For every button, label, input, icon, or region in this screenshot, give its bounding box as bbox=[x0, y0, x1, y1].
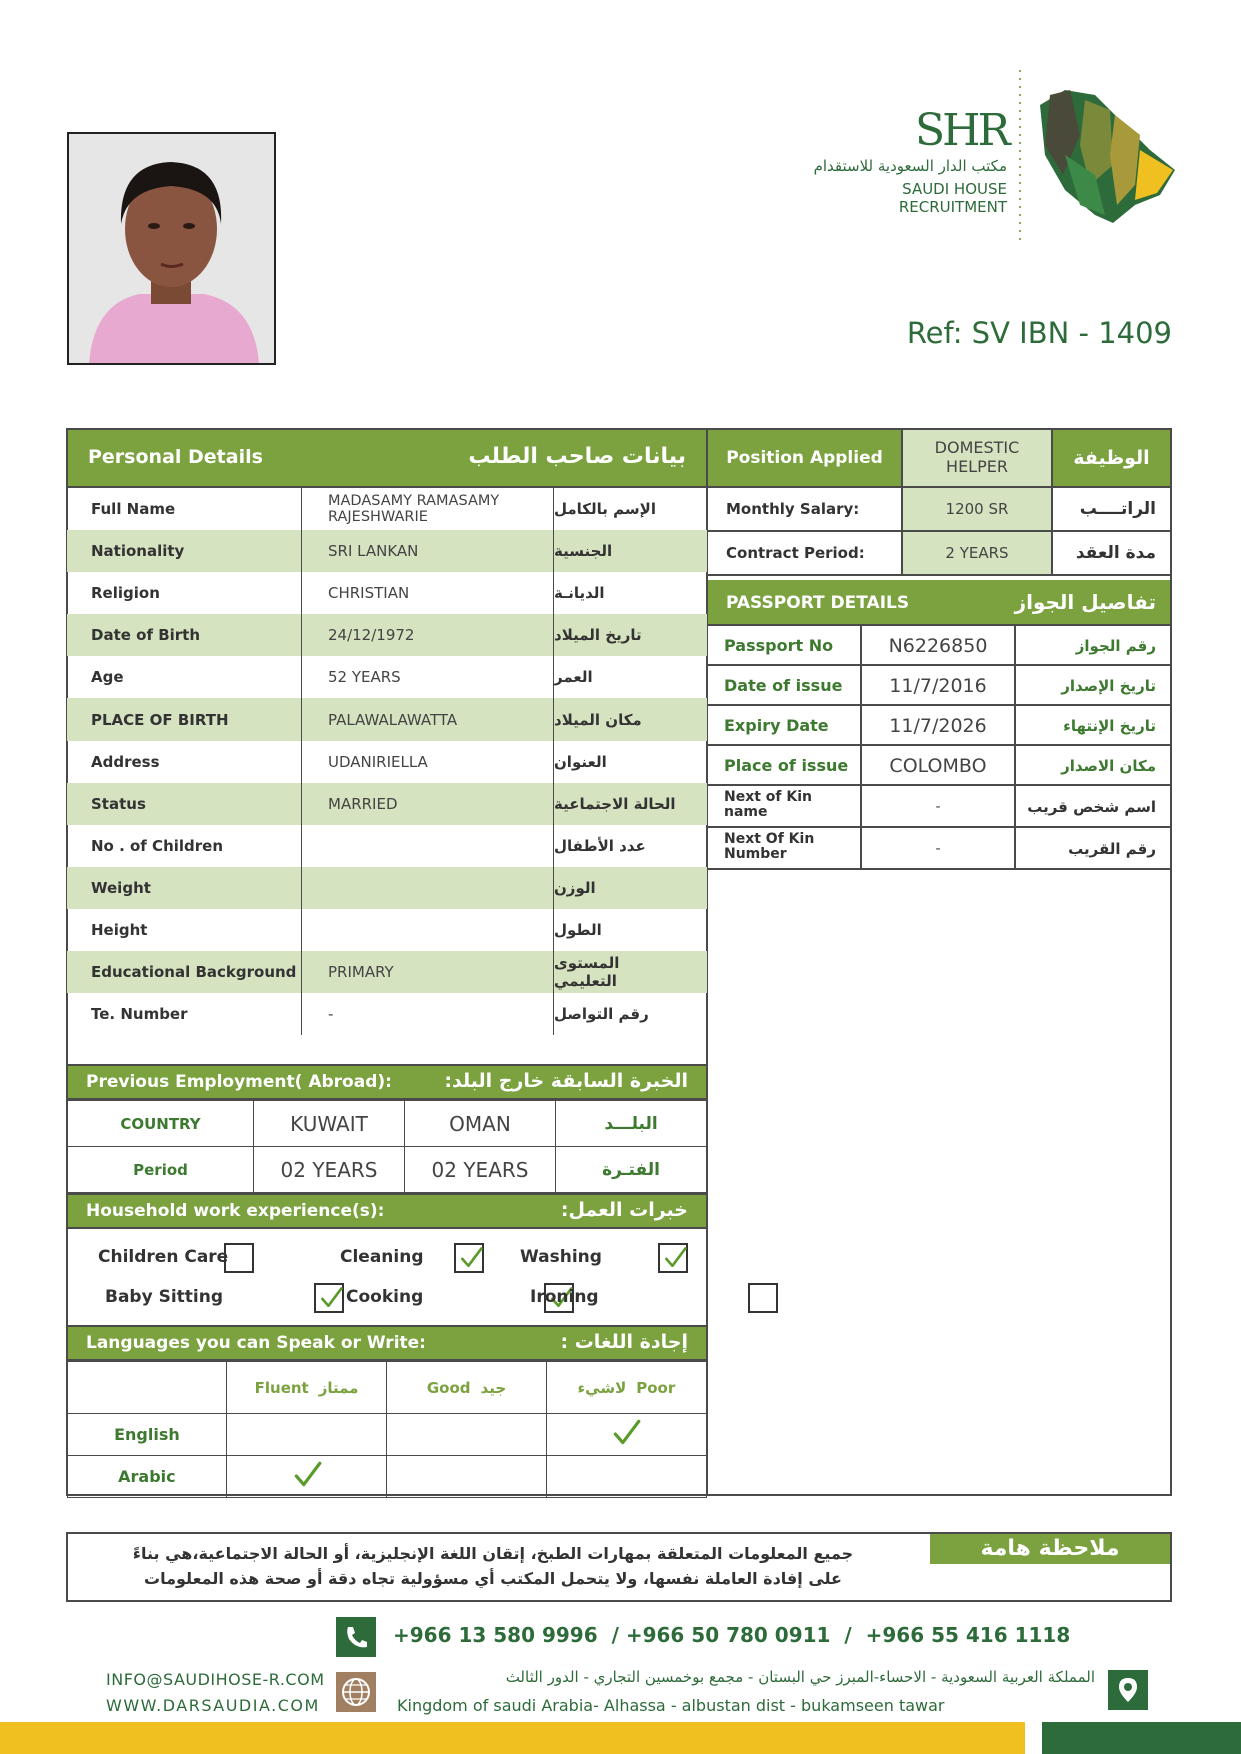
personal-row bbox=[67, 698, 707, 740]
contract-arabic-cell bbox=[1053, 532, 1170, 576]
language-level-cell bbox=[546, 1456, 706, 1498]
personal-field-label: Full Name bbox=[67, 488, 302, 530]
personal-row bbox=[67, 614, 707, 656]
personal-field-arabic: المستوى التعليمي bbox=[554, 951, 708, 993]
languages-table bbox=[67, 1361, 707, 1498]
contract-value-cell bbox=[903, 532, 1053, 576]
household-checkbox[interactable] bbox=[224, 1243, 254, 1273]
personal-row bbox=[67, 741, 707, 783]
personal-field-value: MADASAMY RAMASAMY RAJESHWARIE bbox=[302, 488, 554, 530]
personal-field-label: Te. Number bbox=[67, 993, 302, 1035]
personal-field-arabic: العنوان bbox=[554, 752, 607, 771]
language-level-header bbox=[546, 1362, 706, 1414]
globe-icon bbox=[336, 1672, 376, 1712]
phone-icon bbox=[336, 1617, 376, 1657]
languages-header bbox=[68, 1325, 706, 1361]
personal-row bbox=[67, 867, 707, 909]
personal-field-arabic: الجنسية bbox=[554, 530, 708, 572]
contract-arabic: مدة العقد bbox=[1075, 543, 1156, 563]
country-arabic: البلـــد bbox=[556, 1101, 707, 1147]
personal-field-arabic: تاريخ الميلاد bbox=[554, 614, 708, 656]
notice-line-1: جميع المعلومات المتعلقة بمهارات الطبخ، إتقان اللغة الإنجليزية، أو الحالة الاجتماعية،هي بناءً bbox=[132, 1544, 854, 1563]
contract-label: Contract Period: bbox=[726, 544, 865, 562]
household-header bbox=[68, 1193, 706, 1229]
personal-row bbox=[67, 909, 707, 951]
level-label-english: Good bbox=[426, 1378, 471, 1397]
personal-field-label: Educational Background bbox=[67, 951, 302, 993]
footer-yellow-bar bbox=[0, 1722, 1025, 1754]
personal-field-arabic: الإسم بالكامل bbox=[554, 500, 656, 519]
period-label: Period bbox=[68, 1147, 254, 1193]
period-1: 02 YEARS bbox=[254, 1147, 405, 1193]
passport-field-label: Place of issue bbox=[708, 746, 862, 786]
kin-name-label: Next of Kin name bbox=[708, 786, 862, 828]
salary-value-cell bbox=[903, 488, 1053, 532]
personal-field-value: PALAWALAWATTA bbox=[302, 698, 554, 740]
logo-english-name: SAUDI HOUSE RECRUITMENT bbox=[898, 180, 1007, 216]
language-level-cell bbox=[387, 1414, 546, 1456]
passport-field-arabic: تاريخ الإصدار bbox=[1061, 677, 1156, 695]
personal-field-value bbox=[302, 909, 554, 951]
level-label-arabic: ممتاز bbox=[318, 1378, 359, 1397]
household-title: Household work experience(s): bbox=[86, 1201, 385, 1221]
position-arabic: الوظيفة bbox=[1073, 447, 1150, 469]
email-text: INFO@SAUDIHOSE-R.COM bbox=[106, 1670, 325, 1689]
personal-field-label: No . of Children bbox=[67, 825, 302, 867]
household-item-label: Cooking bbox=[346, 1287, 424, 1307]
kin-number-value: - bbox=[862, 828, 1016, 870]
household-title-arabic: خبرات العمل: bbox=[560, 1199, 688, 1221]
passport-field-label: Expiry Date bbox=[708, 706, 862, 746]
language-level-header bbox=[387, 1362, 546, 1414]
salary-label-cell bbox=[708, 488, 903, 532]
languages-title: Languages you can Speak or Write: bbox=[86, 1333, 426, 1353]
notice-line-2: على إفادة العاملة نفسها، ولا يتحمل المكتب أي مسؤولية تجاه دقة أو صحة هذه المعلومات bbox=[144, 1569, 842, 1588]
household-item-label: Cleaning bbox=[340, 1247, 424, 1267]
personal-row bbox=[67, 993, 707, 1035]
household-item-label: Children Care bbox=[98, 1247, 229, 1267]
personal-field-label: Religion bbox=[67, 572, 302, 614]
language-level-cell bbox=[226, 1414, 387, 1456]
personal-field-value bbox=[302, 825, 554, 867]
kin-number-label: Next Of Kin Number bbox=[708, 828, 862, 870]
languages-title-arabic: إجادة اللغات : bbox=[560, 1331, 688, 1353]
personal-field-value: - bbox=[302, 993, 554, 1035]
personal-row bbox=[67, 951, 707, 993]
household-item-label: Washing bbox=[520, 1247, 602, 1267]
phone-numbers: +966 13 580 9996 / +966 50 780 0911 / +966 55 416 1118 bbox=[393, 1623, 1071, 1647]
level-label-english: Fluent bbox=[254, 1378, 309, 1397]
salary-value: 1200 SR bbox=[945, 500, 1009, 518]
household-checkbox[interactable] bbox=[314, 1283, 344, 1313]
passport-row bbox=[708, 666, 1170, 706]
period-arabic: الفتـرة bbox=[556, 1147, 707, 1193]
personal-field-label: Weight bbox=[67, 867, 302, 909]
website-text: WWW.DARSAUDIA.COM bbox=[106, 1696, 320, 1715]
personal-field-label: Date of Birth bbox=[67, 614, 302, 656]
location-pin-icon bbox=[1108, 1670, 1148, 1710]
personal-field-label: PLACE OF BIRTH bbox=[67, 698, 302, 740]
language-name: English bbox=[68, 1414, 227, 1456]
personal-details-title-arabic: بيانات صاحب الطلب bbox=[468, 444, 686, 469]
passport-field-value: 11/7/2016 bbox=[862, 666, 1016, 706]
passport-row bbox=[708, 706, 1170, 746]
language-name: Arabic bbox=[68, 1456, 227, 1498]
personal-field-value bbox=[302, 867, 554, 909]
personal-field-label: Age bbox=[67, 656, 302, 698]
personal-details-table bbox=[67, 488, 707, 1035]
language-level-cell bbox=[226, 1456, 387, 1498]
passport-field-value: COLOMBO bbox=[862, 746, 1016, 786]
passport-field-value: 11/7/2026 bbox=[862, 706, 1016, 746]
household-item-label: Ironing bbox=[530, 1287, 599, 1307]
footer-green-bar bbox=[1042, 1722, 1241, 1754]
personal-row bbox=[67, 530, 707, 572]
position-arabic-cell bbox=[1053, 430, 1170, 488]
kin-name-value: - bbox=[862, 786, 1016, 828]
logo-letters: SHR bbox=[915, 105, 1008, 156]
country-2: OMAN bbox=[405, 1101, 556, 1147]
employment-table bbox=[67, 1100, 707, 1193]
personal-field-arabic: مكان الميلاد bbox=[554, 698, 708, 740]
personal-field-value: 52 YEARS bbox=[302, 656, 554, 698]
contract-label-cell bbox=[708, 532, 903, 576]
personal-field-value: MARRIED bbox=[302, 783, 554, 825]
personal-row bbox=[67, 488, 707, 530]
personal-details-title: Personal Details bbox=[88, 446, 263, 468]
personal-field-label: Address bbox=[67, 741, 302, 783]
passport-field-label: Date of issue bbox=[708, 666, 862, 706]
language-level-header bbox=[226, 1362, 387, 1414]
personal-field-label: Status bbox=[67, 783, 302, 825]
passport-row bbox=[708, 786, 1170, 828]
salary-label: Monthly Salary: bbox=[726, 500, 860, 518]
reference-number: Ref: SV IBN - 1409 bbox=[906, 316, 1172, 350]
personal-details-header bbox=[68, 430, 706, 488]
language-row bbox=[68, 1414, 707, 1456]
passport-field-label: Passport No bbox=[708, 626, 862, 666]
logo-arabic-name: مكتب الدار السعودية للاستقدام bbox=[813, 157, 1007, 175]
household-checkbox[interactable] bbox=[748, 1283, 778, 1313]
passport-field-arabic: تاريخ الإنتهاء bbox=[1063, 717, 1156, 735]
personal-field-arabic: الوزن bbox=[554, 867, 708, 909]
notice-title: ملاحظة هامة bbox=[930, 1534, 1170, 1564]
language-level-cell bbox=[546, 1414, 706, 1456]
position-value: DOMESTIC HELPER bbox=[934, 438, 1020, 476]
personal-field-value: 24/12/1972 bbox=[302, 614, 554, 656]
period-2: 02 YEARS bbox=[405, 1147, 556, 1193]
language-level-cell bbox=[387, 1456, 546, 1498]
household-checkbox[interactable] bbox=[658, 1243, 688, 1273]
personal-field-arabic: العمر bbox=[554, 668, 593, 687]
passport-row bbox=[708, 626, 1170, 666]
contract-value: 2 YEARS bbox=[945, 544, 1009, 562]
salary-arabic: الراتــــب bbox=[1079, 499, 1156, 519]
personal-field-arabic: الديانـة bbox=[554, 584, 605, 603]
personal-field-label: Height bbox=[67, 909, 302, 951]
address-arabic: المملكة العربية السعودية - الاحساء-المبرز حي البستان - مجمع بوخمسين التجاري - الدور الثالث bbox=[505, 1668, 1095, 1686]
employment-title-arabic: الخبرة السابقة خارج البلد: bbox=[444, 1070, 688, 1092]
personal-field-value: UDANIRIELLA bbox=[302, 741, 554, 783]
position-label-cell bbox=[708, 430, 903, 488]
personal-row bbox=[67, 825, 707, 867]
address-english: Kingdom of saudi Arabia- Alhassa - albustan dist - bukamseen tawar bbox=[397, 1696, 945, 1715]
personal-field-arabic: عدد الأطفال bbox=[554, 836, 646, 855]
personal-field-value: PRIMARY bbox=[302, 951, 554, 993]
passport-details-title: PASSPORT DETAILS bbox=[726, 593, 910, 613]
personal-field-arabic: الحالة الاجتماعية bbox=[554, 783, 708, 825]
passport-details-header bbox=[708, 580, 1170, 626]
passport-details-title-arabic: تفاصيل الجواز bbox=[1014, 590, 1156, 614]
kin-number-arabic: رقم القريب bbox=[1068, 840, 1156, 858]
household-item-label: Baby Sitting bbox=[105, 1287, 224, 1307]
employment-title: Previous Employment( Abroad): bbox=[86, 1072, 392, 1092]
salary-arabic-cell bbox=[1053, 488, 1170, 532]
level-label-english: Poor bbox=[636, 1378, 676, 1397]
passport-field-value: N6226850 bbox=[862, 626, 1016, 666]
passport-row bbox=[708, 746, 1170, 786]
personal-row bbox=[67, 572, 707, 614]
passport-field-arabic: مكان الاصدار bbox=[1061, 757, 1156, 775]
level-label-arabic: جيد bbox=[480, 1378, 507, 1397]
position-block bbox=[708, 430, 1170, 580]
language-header-blank bbox=[68, 1362, 227, 1414]
position-value-cell bbox=[903, 430, 1053, 488]
household-checkboxes bbox=[68, 1229, 706, 1325]
language-row bbox=[68, 1456, 707, 1498]
personal-field-arabic: الطول bbox=[554, 920, 602, 939]
passport-field-arabic: رقم الجواز bbox=[1075, 637, 1156, 655]
personal-field-arabic: رقم التواصل bbox=[554, 1005, 649, 1024]
personal-row bbox=[67, 783, 707, 825]
level-label-arabic: لاشيء bbox=[577, 1378, 627, 1397]
applicant-photo bbox=[67, 132, 276, 365]
employment-header bbox=[68, 1064, 706, 1100]
notice-box bbox=[66, 1532, 1172, 1602]
personal-field-value: CHRISTIAN bbox=[302, 572, 554, 614]
kin-name-arabic: اسم شخص قريب bbox=[1027, 798, 1156, 816]
country-label: COUNTRY bbox=[68, 1101, 254, 1147]
household-checkbox[interactable] bbox=[454, 1243, 484, 1273]
personal-field-label: Nationality bbox=[67, 530, 302, 572]
personal-field-value: SRI LANKAN bbox=[302, 530, 554, 572]
passport-row bbox=[708, 828, 1170, 870]
company-logo bbox=[795, 65, 1175, 245]
position-label: Position Applied bbox=[726, 448, 883, 468]
country-1: KUWAIT bbox=[254, 1101, 405, 1147]
personal-row bbox=[67, 656, 707, 698]
